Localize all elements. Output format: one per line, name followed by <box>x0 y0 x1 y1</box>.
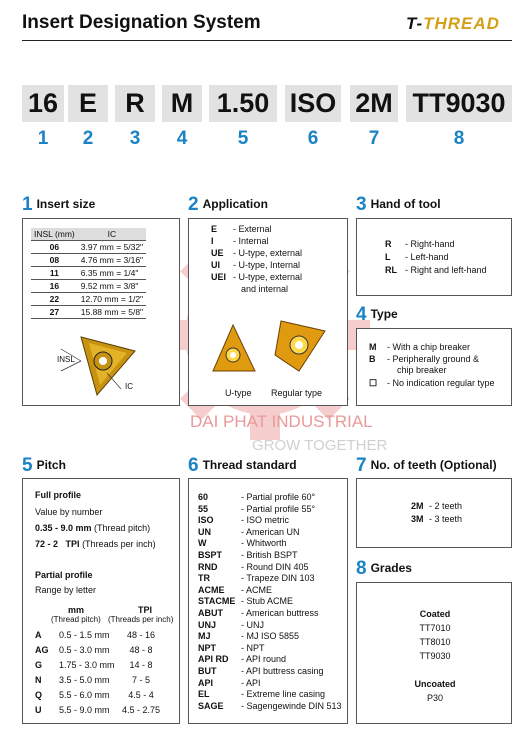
type-desc-text: With a chip breaker <box>392 342 471 352</box>
code-box: E <box>68 85 108 122</box>
teeth-code: 3M <box>411 514 424 524</box>
hand-desc-text: Right-hand <box>410 239 455 249</box>
ic-cell: 4.76 mm = 3/16" <box>78 254 146 267</box>
type-code: M <box>369 342 377 352</box>
pitch-tpi: 4.5 - 4 <box>128 690 154 700</box>
pitch-box <box>22 478 180 724</box>
insert-size-table <box>31 228 146 319</box>
section6-heading <box>188 455 297 477</box>
grade-item: TT9030 <box>419 651 451 661</box>
col-tpi-sub: (Threads per inch) <box>108 615 174 624</box>
thread-code: 55 <box>198 503 209 514</box>
thread-desc: - Partial profile 55° <box>241 503 316 514</box>
thread-code: EL <box>198 689 210 700</box>
type-code: ☐ <box>369 378 378 388</box>
table-row <box>31 254 146 267</box>
pitch-letter: Q <box>35 690 43 700</box>
u-type-insert-icon <box>211 323 257 375</box>
thread-desc: - ACME <box>241 584 273 595</box>
grade-item: TT8010 <box>419 637 451 647</box>
tpi-range: 72 - 2 <box>35 539 59 549</box>
grade-item: P30 <box>426 693 443 703</box>
section-title: Hand of tool <box>370 197 441 211</box>
thread-desc: - Whitworth <box>241 538 287 549</box>
coated-title: Coated <box>419 609 451 619</box>
thread-desc: - API buttress casing <box>241 666 324 676</box>
thread-desc: - API <box>241 677 261 688</box>
hand-desc-text: Left-hand <box>410 252 449 262</box>
thread-code: SAGE <box>198 700 224 711</box>
section-title: No. of teeth (Optional) <box>370 458 497 472</box>
code-box: 16 <box>22 85 64 122</box>
grades-box <box>356 582 512 724</box>
thread-code: API RD <box>198 654 229 665</box>
pitch-mm: 3.5 - 5.0 mm <box>59 675 110 685</box>
insl-cell: 27 <box>31 306 78 319</box>
code-number: 6 <box>307 128 319 149</box>
pitch-tpi: 48 - 16 <box>126 630 156 640</box>
thread-code: BSPT <box>198 550 223 560</box>
section-number: 4 <box>356 304 367 325</box>
type-desc: - Peripherally ground & <box>387 354 480 364</box>
pitch-tpi: 4.5 - 2.75 <box>121 705 161 715</box>
application-code: E <box>211 224 218 234</box>
insl-label: INSL <box>57 355 75 364</box>
thread-desc: - Sagengewinde DIN 513 <box>241 700 342 711</box>
pitch-mm: 1.75 - 3.0 mm <box>59 660 115 670</box>
code-number: 7 <box>368 128 380 149</box>
pitch-letter: A <box>35 630 42 640</box>
insl-cell: 22 <box>31 293 78 306</box>
application-desc: - U-type, Internal <box>233 260 301 270</box>
full-profile-title: Full profile <box>35 490 81 500</box>
insl-cell: 16 <box>31 280 78 293</box>
mm-range: 0.35 - 9.0 mm <box>35 523 92 533</box>
pitch-mm: 0.5 - 3.0 mm <box>59 645 110 655</box>
tpi-label: TPI <box>65 539 80 549</box>
application-desc: - U-type, external <box>233 248 303 258</box>
section-number: 2 <box>188 194 199 215</box>
thread-code: BUT <box>198 666 217 676</box>
section4-heading <box>356 304 398 326</box>
application-code: UEI <box>211 272 227 282</box>
watermark-line2: GROW TOGETHER <box>252 437 388 454</box>
table-row <box>31 241 146 254</box>
section7-heading <box>356 455 497 477</box>
thread-code: 60 <box>198 492 209 502</box>
pitch-mm: 5.5 - 9.0 mm <box>59 705 110 715</box>
full-profile-mm <box>35 523 150 534</box>
thread-code: TR <box>198 573 210 584</box>
application-desc-text: U-type, Internal <box>238 260 301 270</box>
application-desc-text: External <box>238 224 272 234</box>
application-code: UE <box>211 248 224 258</box>
code-box: 2M <box>350 85 398 122</box>
table-row <box>31 267 146 280</box>
code-number: 1 <box>37 128 49 149</box>
code-number: 4 <box>176 128 188 149</box>
thread-code: NPT <box>198 642 216 653</box>
partial-profile-sub: Range by letter <box>35 585 97 595</box>
teeth-box <box>356 478 512 548</box>
teeth-desc: - 2 teeth <box>429 501 463 511</box>
application-code: UI <box>211 260 220 270</box>
uncoated-title: Uncoated <box>414 679 456 689</box>
header-divider <box>22 40 512 41</box>
section-title: Application <box>202 197 268 211</box>
thread-code: ABUT <box>198 608 223 618</box>
application-extra: and internal <box>241 284 289 294</box>
type-desc-text: No indication regular type <box>392 378 495 388</box>
ic-cell: 15.88 mm = 5/8" <box>78 306 146 319</box>
col-ic: IC <box>78 228 146 241</box>
thread-code: W <box>198 538 207 549</box>
type-code: B <box>369 354 376 364</box>
section5-heading <box>22 455 66 477</box>
type-desc-text: chip breaker <box>397 365 447 375</box>
code-box: M <box>162 85 202 122</box>
hand-code: RL <box>385 265 397 275</box>
thread-desc: - Partial profile 60° <box>241 492 316 502</box>
hand-desc: - Right-hand <box>405 239 455 249</box>
hand-of-tool-box <box>356 218 512 296</box>
section-number: 8 <box>356 558 367 579</box>
col-tpi: TPI <box>138 605 153 615</box>
col-insl: INSL (mm) <box>31 228 78 241</box>
pitch-letter: U <box>35 705 42 715</box>
regular-type-caption: Regular type <box>271 388 323 398</box>
application-desc: - Internal <box>233 236 269 246</box>
code-number: 2 <box>82 128 94 149</box>
section8-heading <box>356 558 412 580</box>
hand-desc-text: Right and left-hand <box>410 265 487 275</box>
insl-cell: 11 <box>31 267 78 280</box>
ic-label: IC <box>125 382 133 391</box>
page-title: Insert Designation System <box>22 12 261 33</box>
application-desc-text: Internal <box>238 236 269 246</box>
col-mm-sub: (Thread pitch) <box>51 615 101 624</box>
thread-desc: - Trapeze DIN 103 <box>241 573 315 584</box>
application-desc: - External <box>233 224 272 234</box>
section-number: 5 <box>22 455 33 476</box>
thread-standard-box <box>188 478 348 724</box>
pitch-mm: 0.5 - 1.5 mm <box>59 630 110 640</box>
pitch-letter: G <box>35 660 43 670</box>
thread-desc: - UNJ <box>241 619 264 630</box>
pitch-letter: N <box>35 675 42 685</box>
pitch-tpi: 14 - 8 <box>129 660 153 670</box>
section3-heading <box>356 194 441 216</box>
hand-code: R <box>385 239 392 249</box>
section-number: 7 <box>356 455 367 476</box>
tpi-note: (Threads per inch) <box>82 539 156 549</box>
table-row <box>31 306 146 319</box>
thread-desc: - American buttress <box>241 608 319 618</box>
code-box: ISO <box>285 85 341 122</box>
type-desc-text: Peripherally ground & <box>392 354 480 364</box>
pitch-tpi: 7 - 5 <box>131 675 150 685</box>
thread-code: MJ <box>198 631 211 642</box>
thread-code: STACME <box>198 596 236 607</box>
application-desc-text: U-type, external <box>238 272 303 282</box>
u-type-caption: U-type <box>225 388 252 398</box>
teeth-code: 2M <box>411 501 424 511</box>
application-code: I <box>211 236 214 246</box>
thread-desc: - MJ ISO 5855 <box>241 631 300 642</box>
table-row <box>31 280 146 293</box>
type-desc: - No indication regular type <box>387 378 495 388</box>
section1-heading <box>22 194 95 216</box>
code-number: 8 <box>453 128 465 149</box>
thread-desc: - British BSPT <box>241 550 298 560</box>
thread-code: UN <box>198 526 211 537</box>
grade-item: TT7010 <box>419 623 451 633</box>
full-profile-tpi <box>35 539 156 550</box>
regular-type-insert-icon <box>269 319 329 375</box>
section-title: Grades <box>370 561 412 575</box>
section-number: 1 <box>22 194 33 215</box>
teeth-desc: - 3 teeth <box>429 514 463 524</box>
pitch-tpi: 48 - 8 <box>129 645 153 655</box>
section-title: Type <box>370 307 398 321</box>
section-title: Pitch <box>36 458 66 472</box>
thread-desc: - Stub ACME <box>241 596 294 607</box>
thread-code: API <box>198 677 214 688</box>
thread-desc: - ISO metric <box>241 515 290 526</box>
thread-desc: - Round DIN 405 <box>241 561 309 572</box>
application-desc-text: U-type, external <box>238 248 303 258</box>
section-number: 6 <box>188 455 199 476</box>
thread-code: RND <box>198 561 218 572</box>
brand-logo: T-THREAD <box>406 14 500 33</box>
watermark-line1: DAI PHAT INDUSTRIAL <box>190 412 373 431</box>
thread-desc: - API round <box>241 654 287 665</box>
type-desc <box>397 365 447 376</box>
insl-cell: 08 <box>31 254 78 267</box>
pitch-letter: AG <box>35 645 49 655</box>
ic-cell: 3.97 mm = 5/32" <box>78 241 146 254</box>
section2-heading <box>188 194 268 216</box>
thread-desc: - American UN <box>241 526 300 537</box>
hand-code: L <box>385 252 391 262</box>
code-box: R <box>115 85 155 122</box>
hand-desc: - Left-hand <box>405 252 449 262</box>
brand-logo-text: THREAD <box>423 14 500 33</box>
code-number: 3 <box>129 128 141 149</box>
full-profile-sub: Value by number <box>35 507 103 517</box>
thread-code: UNJ <box>198 619 217 630</box>
thread-desc: - NPT <box>241 642 265 653</box>
section-title: Thread standard <box>202 458 297 472</box>
type-box <box>356 328 512 406</box>
code-box: TT9030 <box>406 85 512 122</box>
thread-code: ISO <box>198 515 214 526</box>
insert-size-box <box>22 218 180 406</box>
code-number: 5 <box>237 128 249 149</box>
hand-desc: - Right and left-hand <box>405 265 487 275</box>
thread-code: ACME <box>198 584 225 595</box>
section-number: 3 <box>356 194 367 215</box>
ic-cell: 6.35 mm = 1/4" <box>78 267 146 280</box>
col-mm: mm <box>68 605 85 615</box>
ic-cell: 12.70 mm = 1/2" <box>78 293 146 306</box>
insl-cell: 06 <box>31 241 78 254</box>
code-box: 1.50 <box>209 85 277 122</box>
pitch-mm: 5.5 - 6.0 mm <box>59 690 110 700</box>
partial-profile-title: Partial profile <box>35 570 93 580</box>
section-title: Insert size <box>36 197 96 211</box>
application-box <box>188 218 348 406</box>
ic-cell: 9.52 mm = 3/8" <box>78 280 146 293</box>
table-row <box>31 293 146 306</box>
mm-range-note: (Thread pitch) <box>94 523 151 533</box>
thread-desc: - Extreme line casing <box>241 689 326 700</box>
type-desc: - With a chip breaker <box>387 342 471 352</box>
application-desc: - U-type, external <box>233 272 303 282</box>
